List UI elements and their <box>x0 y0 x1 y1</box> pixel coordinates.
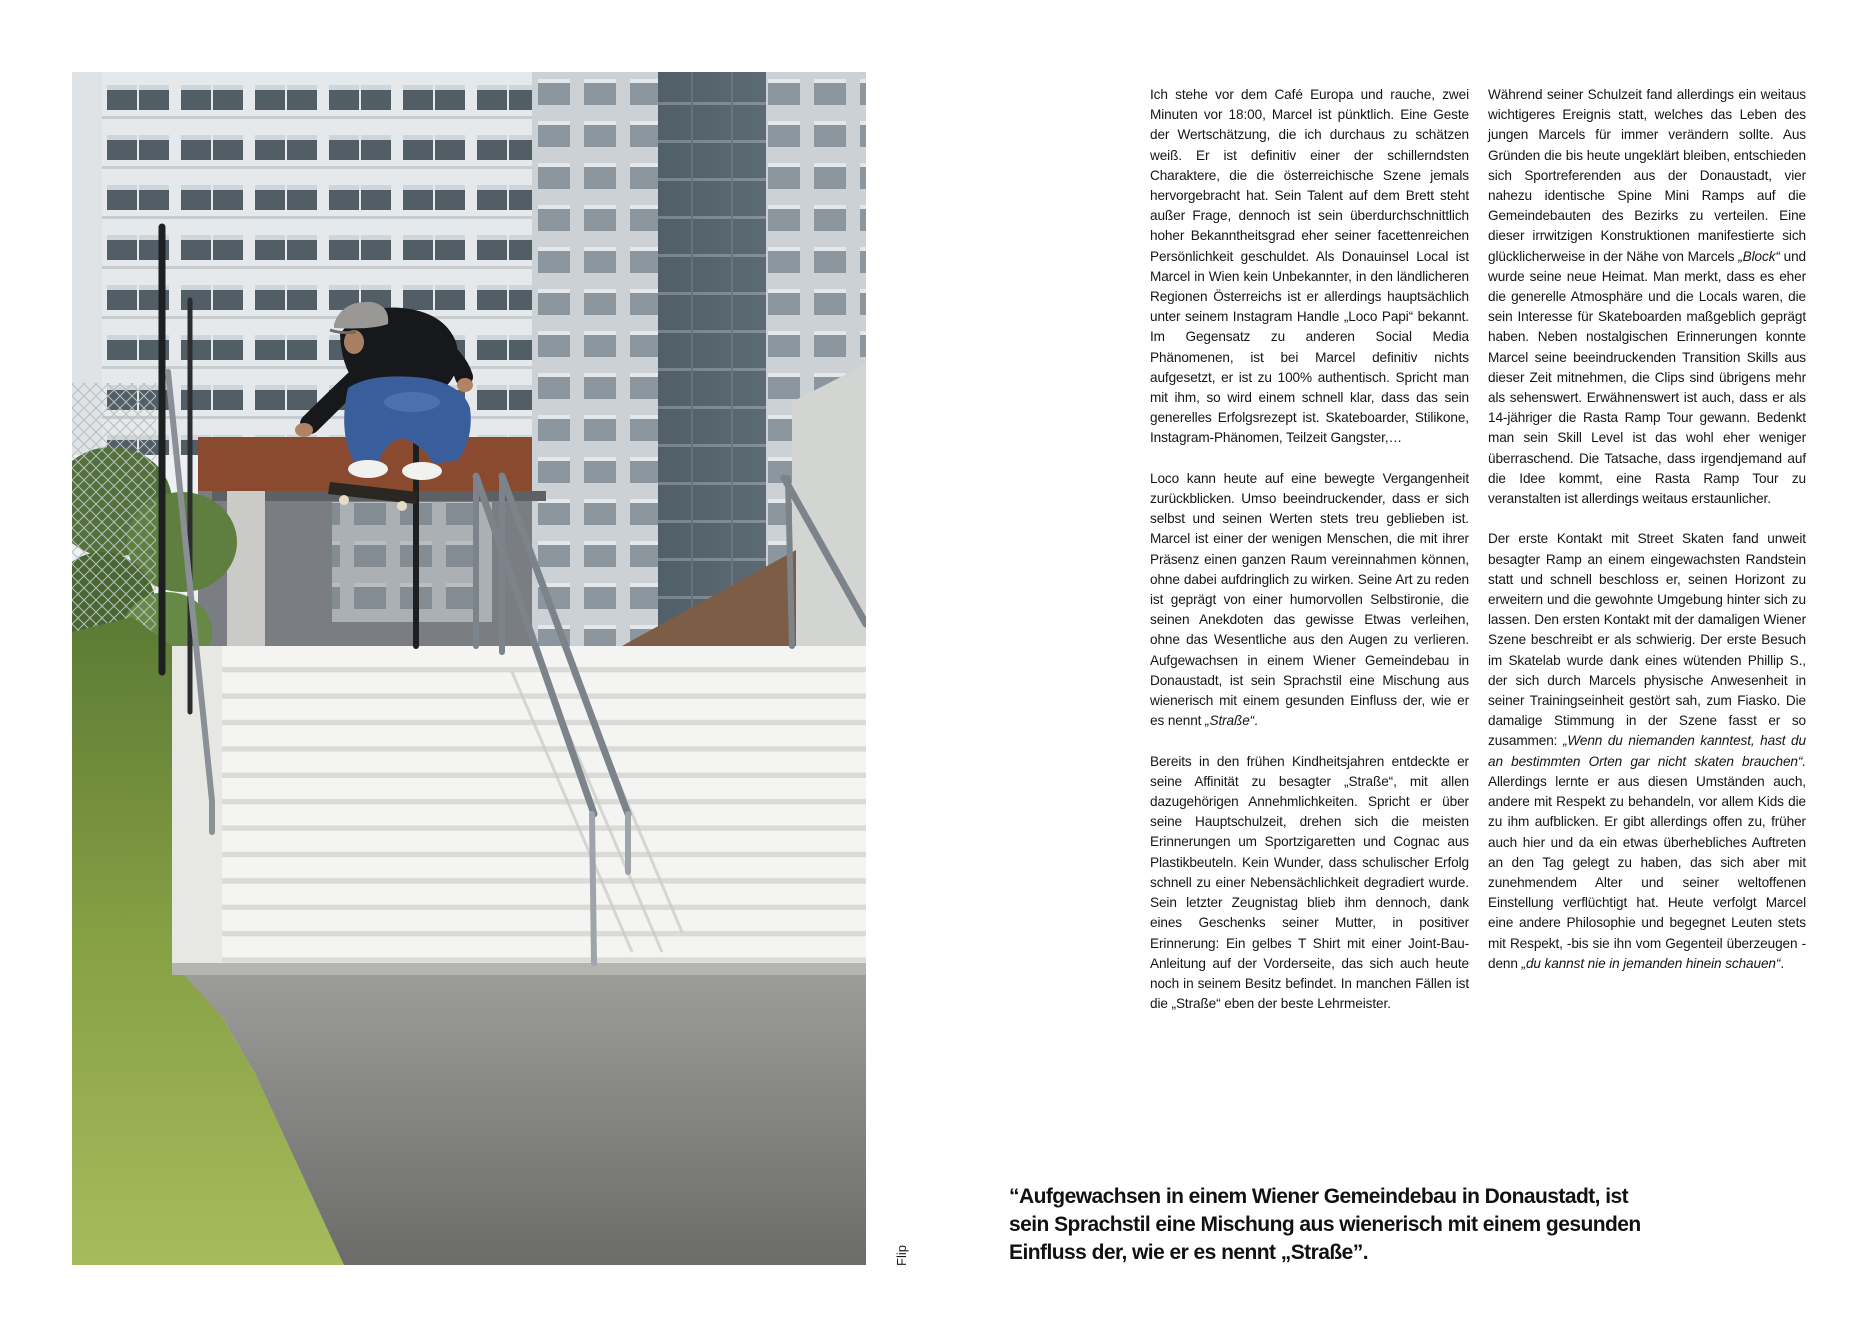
stairs <box>172 646 866 975</box>
paragraph-emphasis: „du kannst nie in jemanden hinein schauen“ <box>1521 955 1781 971</box>
paragraph-text: . <box>1254 713 1258 729</box>
paragraph-emphasis: „Block“ <box>1738 248 1780 264</box>
paragraph-text: Loco kann heute auf eine bewegte Vergangenheit zurückblicken. Umso beeindruckender, dass er sich selbst und seinen Werten stets treu geblieben ist. Marcel ist einer der wenigen Menschen, die mit ihrer Präsenz einen ganzen Raum vereinnahmen können, ohne dabei aufdringlich zu wirken. Seine Art zu reden ist geprägt von einer humorvollen Selbstironie, die seinen Anekdoten das gewisse Etwas verleihen, ohne das Wesentliche aus den Augen zu verlieren. Aufgewachsen in einem Wiener Gemeindebau in Donaustadt, ist sein Sprachstil eine Mischung aus wienerisch mit einem gesunden Einfluss der, wie er es nennt <box>1150 470 1469 729</box>
text-column-left <box>1150 85 1469 1014</box>
paragraph <box>1150 469 1469 732</box>
pull-quote-line: sein Sprachstil eine Mischung aus wienerisch mit einem gesunden <box>1009 1213 1641 1236</box>
paragraph-text: Ich stehe vor dem Café Europa und rauche, zwei Minuten vor 18:00, Marcel ist pünktlich. Eine Geste der Wertschätzung, die ich durchaus zu schätzen weiß. Er ist definitiv einer der schillerndsten Charaktere, die die österreichische Szene jemals hervorgebracht hat. Sein Talent auf dem Brett steht außer Frage, dennoch ist sein überdurchschnittlich hoher Bekanntheitsgrad eher seiner facettenreichen Persönlichkeit geschuldet. Als Donauinsel Local ist Marcel in Wien kein Unbekannter, in den ländlicheren Regionen Österreichs ist er allerdings hauptsächlich unter seinem Instagram Handle „Loco Papi“ bekannt. Im Gegensatz zu anderen Social Media Phänomenen, ist bei Marcel definitiv nichts aufgesetzt, er ist zu 100% authentisch. Spricht man mit ihm, so wird einem schnell klar, dass das sein generelles Erfolgsrezept ist. Skateboarder, Stilikone, Instagram-Phänomen, Teilzeit Gangster,… <box>1150 87 1469 446</box>
paragraph-text: . <box>1780 955 1785 971</box>
paragraph-text: Der erste Kontakt mit Street Skaten fand unweit besagter Ramp an einem eingewachsten Randstein statt und schnell beschloss er, seinen Horizont zu erweitern und die gewohnte Umgebung hinter sich zu lassen. Den ersten Kontakt mit der damaligen Wiener Szene beschreibt er als schwierig. Der erste Besuch im Skatelab wurde dank eines wütenden Phillip S., der sich durch Marcels physische Anwesenheit in seiner Trainingseinheit gestört sah, zum Fiasko. Die damalige Stimmung in der Szene fasst er so zusammen: <box>1488 531 1806 749</box>
paragraph-text: Während seiner Schulzeit fand allerdings ein weitaus wichtigeres Ereignis statt, welches das Leben des jungen Marcels für immer verändern sollte. Aus Gründen die bis heute ungeklärt bleiben, entschieden sich Sportreferenden aus der Donaustadt, vier nahezu identische Spine Mini Ramps auf die Gemeindebauten des Bezirks zu verteilen. Eine dieser irrwitzigen Konstruktionen manifestierte sich glücklicherweise in der Nähe von Marcels <box>1488 87 1806 264</box>
pull-quote-line: Einfluss der, wie er es nennt „Straße”. <box>1009 1241 1369 1264</box>
paragraph-text: Bereits in den frühen Kindheitsjahren entdeckte er seine Affinität zu besagter „Straße“, mit allen dazugehörigen Annehmlichkeiten. Spricht er über seine Hauptschulzeit, drehen sich die meisten Erinnerungen um Sportzigaretten und Cognac aus Plastikbeuteln. Kein Wunder, dass schulischer Erfolg schnell zu einer Nebensächlichkeit degradiert wurde. Sein letzter Zeugnistag blieb ihm dennoch, dank eines Geschenks seiner Mutter, in positiver Erinnerung: Ein gelbes T Shirt mit einer Joint-Bau-Anleitung auf der Vorderseite, das sich auch heute noch in seinem Besitz befindet. In manchen Fällen ist die „Straße“ eben der beste Lehrmeister. <box>1150 753 1469 1012</box>
paragraph <box>1150 85 1469 449</box>
photo-caption: Flip <box>894 1245 909 1266</box>
concrete-pillar <box>227 491 265 646</box>
paragraph-text: und wurde seine neue Heimat. Man merkt, dass es eher die generelle Atmosphäre und die Locals waren, die sein Interesse für Skateboarden maßgeblich geprägt haben. Neben nostalgischen Erinnerungen konnte Marcel seine beeindruckenden Transition Skills aus dieser Zeit mitnehmen, die Clips sind übrigens mehr als sehenswert. Erwähnenswert ist auch, dass er als 14-jähriger die Rasta Ramp Tour gewann. Bedenkt man sein Skill Level ist das wohl eher weniger überraschend. Die Tatsache, dass irgendjemand auf die Idee kommt, eine Rasta Ramp Tour zu veranstalten ist allerdings weitaus erstaunlicher. <box>1488 248 1806 507</box>
paragraph-emphasis: „Wenn du niemanden kanntest, hast du an bestimmten Orten gar nicht skaten brauchen“. <box>1488 733 1806 769</box>
pull-quote <box>1009 1183 1641 1267</box>
paragraph <box>1488 529 1806 973</box>
paragraph <box>1488 85 1806 509</box>
paragraph-text: Allerdings lernte er aus diesen Umständen auch, andere mit Respekt zu behandeln, vor allem Kids die zu ihm aufblicken. Er gibt allerdings offen zu, früher auch hier und da ein etwas überhebliches Auftreten an den Tag gelegt zu haben, das sich aber mit zunehmendem Alter und seiner weltoffenen Einstellung verflüchtigt hat. Heute verfolgt Marcel eine andere Philosophie und begegnet Leuten stets mit Respekt, -bis sie ihn vom Gegenteil überzeugen - denn <box>1488 773 1806 971</box>
skate-photo <box>72 72 866 1265</box>
pull-quote-line: “Aufgewachsen in einem Wiener Gemeindebau in Donaustadt, ist <box>1009 1185 1629 1208</box>
text-column-right <box>1488 85 1806 974</box>
skate-photo-illustration <box>72 72 866 1265</box>
paragraph-emphasis: „Straße“ <box>1205 713 1255 729</box>
paragraph <box>1150 752 1469 1015</box>
